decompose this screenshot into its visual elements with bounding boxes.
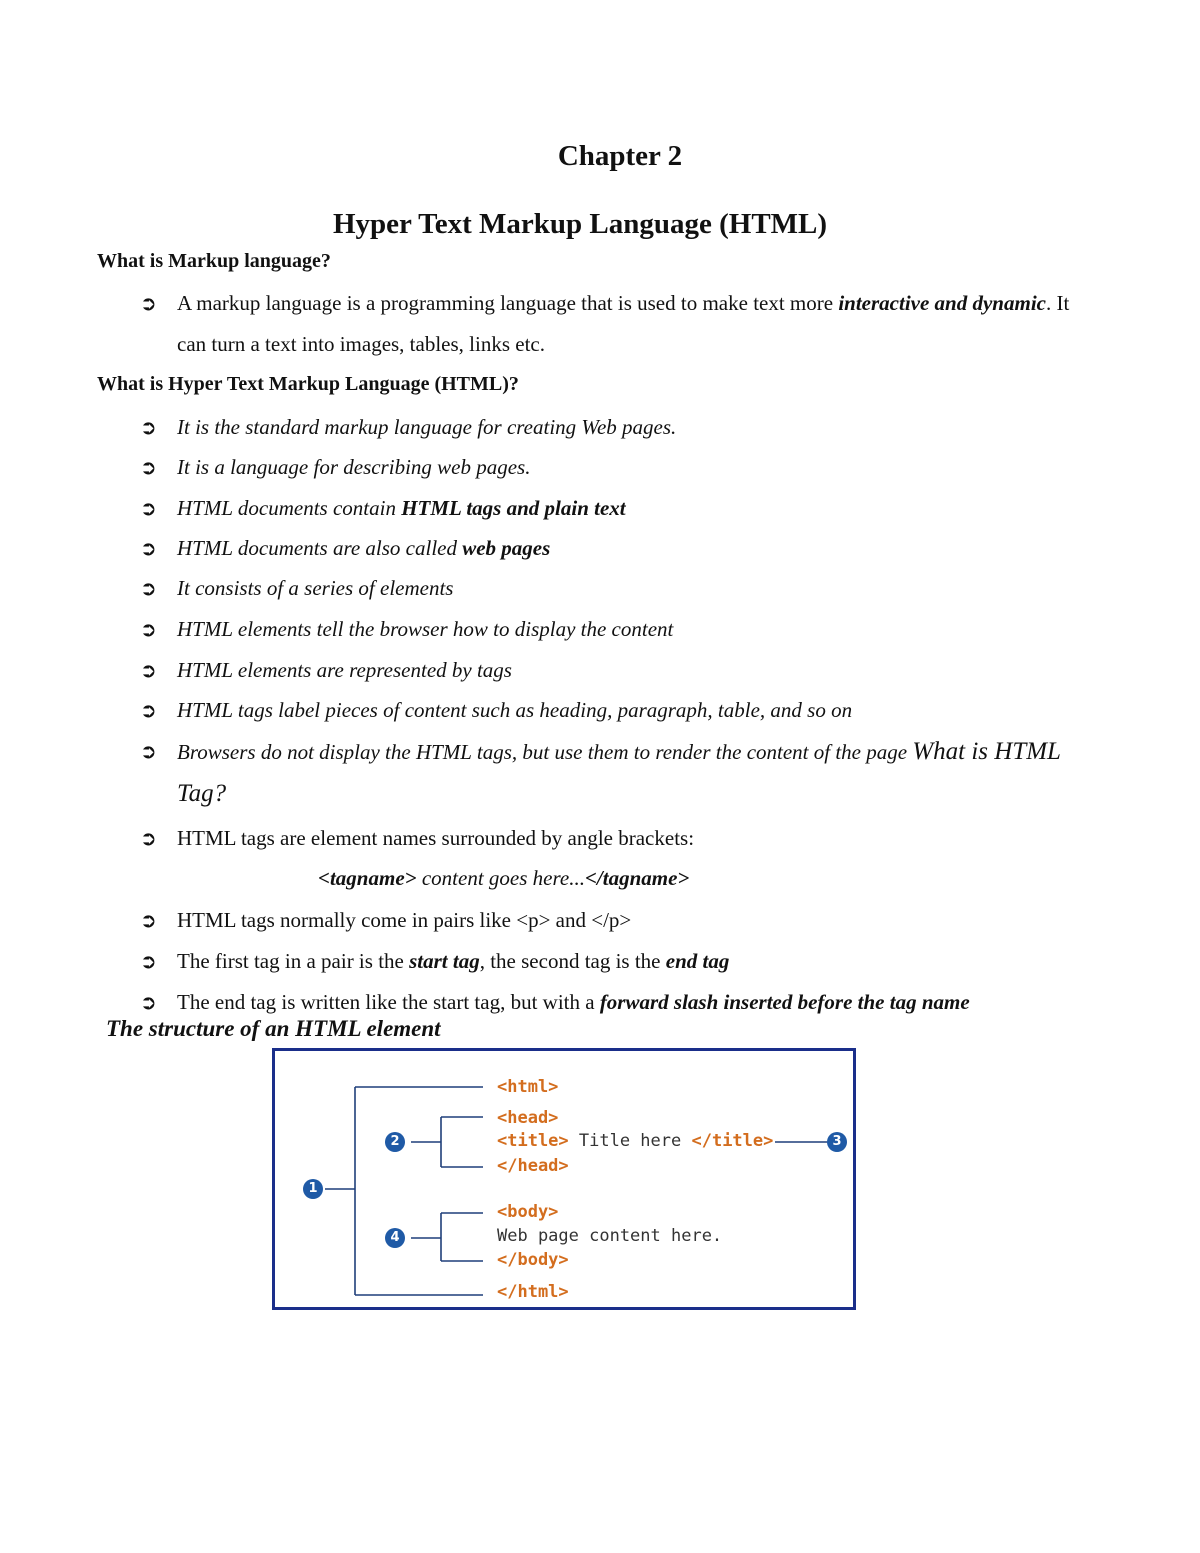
title-line: <title> Title here </title>: [497, 1131, 774, 1151]
arrow-right-icon: ➲: [140, 949, 157, 973]
list-item: ➲ The first tag in a pair is the start tag, the second tag is the end tag: [140, 941, 1070, 982]
html-open-tag: <html>: [497, 1077, 559, 1097]
list-item: ➲ A markup language is a programming language that is used to make text more interactive and dynamic. It can turn a text into images, tables, links etc.: [140, 283, 1070, 365]
list-item: ➲ Browsers do not display the HTML tags, but use them to render the content of the page What is HTML Tag?: [140, 731, 1070, 815]
arrow-right-icon: ➲: [140, 908, 157, 932]
arrow-right-icon: ➲: [140, 291, 157, 315]
arrow-right-icon: ➲: [140, 415, 157, 439]
list-item: ➲ It is the standard markup language for creating Web pages.: [140, 407, 1070, 448]
html-structure-diagram: [272, 1048, 856, 1310]
list-item: ➲ HTML tags are element names surrounded by angle brackets:: [140, 818, 1070, 859]
page-title: Hyper Text Markup Language (HTML): [332, 208, 828, 240]
question-what-is-html: What is Hyper Text Markup Language (HTML)?: [97, 373, 519, 395]
list-item: ➲ HTML documents contain HTML tags and plain text: [140, 488, 1070, 529]
tag-syntax-example: <tagname> content goes here...</tagname>: [318, 866, 690, 890]
arrow-right-icon: ➲: [140, 698, 157, 722]
list-item: ➲ The end tag is written like the start tag, but with a forward slash inserted before the tag name: [140, 982, 1070, 1023]
callout-badge-2: 2: [385, 1132, 405, 1152]
list-item: ➲ HTML tags label pieces of content such as heading, paragraph, table, and so on: [140, 690, 1070, 731]
arrow-right-icon: ➲: [140, 617, 157, 641]
body-content-text: Web page content here.: [497, 1226, 723, 1246]
html-close-tag: </html>: [497, 1282, 569, 1302]
list-item: ➲ It consists of a series of elements: [140, 568, 1070, 609]
arrow-right-icon: ➲: [140, 739, 157, 763]
arrow-right-icon: ➲: [140, 576, 157, 600]
arrow-right-icon: ➲: [140, 455, 157, 479]
body-open-tag: <body>: [497, 1202, 559, 1222]
list-item: ➲ It is a language for describing web pages.: [140, 447, 1070, 488]
body-close-tag: </body>: [497, 1250, 569, 1270]
question-markup-language: What is Markup language?: [97, 250, 331, 272]
structure-caption: The structure of an HTML element: [106, 1016, 441, 1041]
callout-badge-1: 1: [303, 1179, 323, 1199]
list-item: ➲ HTML tags normally come in pairs like <p> and </p>: [140, 900, 1070, 941]
arrow-right-icon: ➲: [140, 658, 157, 682]
callout-badge-3: 3: [827, 1132, 847, 1152]
arrow-right-icon: ➲: [140, 826, 157, 850]
arrow-right-icon: ➲: [140, 536, 157, 560]
head-close-tag: </head>: [497, 1156, 569, 1176]
list-item: ➲ HTML elements are represented by tags: [140, 650, 1070, 691]
head-open-tag: <head>: [497, 1108, 559, 1128]
callout-badge-4: 4: [385, 1228, 405, 1248]
arrow-right-icon: ➲: [140, 990, 157, 1014]
list-item: ➲ HTML elements tell the browser how to display the content: [140, 609, 1070, 650]
list-item: ➲ HTML documents are also called web pages: [140, 528, 1070, 569]
arrow-right-icon: ➲: [140, 496, 157, 520]
chapter-heading: Chapter 2: [557, 140, 683, 172]
